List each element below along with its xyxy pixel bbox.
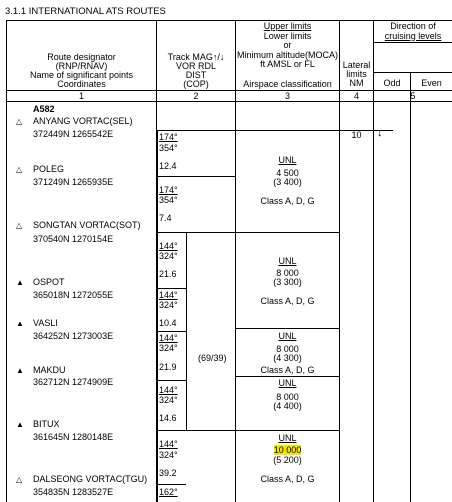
point-symbol-icon: △ [16,117,23,126]
point-name: SONGTAN VORTAC(SOT) [33,220,141,230]
cell-border [157,232,339,233]
lower-limit: 8 000 [276,344,299,354]
point-name: MAKDU [33,365,66,375]
cell-border [236,376,339,377]
point-name: OSPOT [33,277,65,287]
dist: 12.4 [159,161,177,171]
point-coordinates: 371249N 1265935E [33,177,114,187]
upper-limit: UNL [278,256,297,266]
moca: (4 400) [273,401,302,411]
point-name: ANYANG VORTAC(SEL) [33,116,133,126]
point-name: VASLI [33,318,58,328]
track-up: 162° [159,487,178,497]
cop-value: (69/39) [198,353,227,363]
header-col3-line: Upper limits [263,21,312,31]
moca: (3 300) [273,277,302,287]
point-symbol-icon: ▲ [16,319,24,328]
header-col4-line: limits [346,69,367,79]
route-designator: A582 [33,104,55,114]
airspace-class: Class A, D, G [260,196,315,206]
lower-limit: 10 000 [273,445,302,455]
header-col1-line: Name of significant points [29,70,134,80]
point-coordinates: 354835N 1283527E [33,487,114,497]
header-col3-line: Lower limits [263,30,312,41]
col-number: 2 [193,91,199,101]
dist: 14.6 [159,413,177,423]
track-down: 324° [159,395,178,405]
track-up: 144° [159,439,178,449]
header-col5-even: Even [421,78,442,88]
point-coordinates: 372449N 1265542E [33,129,114,139]
upper-limit: UNL [278,155,297,165]
col-number: 3 [284,91,290,101]
header-col5-odd: Odd [383,78,401,88]
lower-limit-highlighted [236,445,339,455]
cell-border [157,430,339,431]
point-symbol-icon: ▲ [16,278,24,287]
point-name: BITUX [33,419,60,429]
dist: 10.4 [159,318,177,328]
track-up: 174° [159,132,178,142]
header-col2-line: Track MAG↑/↓ [167,52,225,62]
cell-border [157,130,158,502]
cell-border [157,380,186,381]
point-coordinates: 362712N 1274909E [33,377,114,387]
col-number: 5 [410,91,416,101]
track-down: 324° [159,251,178,261]
cell-border [157,176,235,177]
header-col3-line: ft AMSL or FL [260,59,315,69]
header-col2-line: VOR RDL [175,61,216,71]
header-col4-line: Lateral [342,60,371,70]
col5-sub-border-2 [373,72,452,73]
moca: (3 400) [273,177,302,187]
upper-limit: UNL [278,378,297,388]
col5-sub-border [373,42,452,43]
track-up: 144° [159,333,178,343]
header-col2 [157,53,235,89]
track-down: 324° [159,300,178,310]
airspace-class: Class A, D, G [260,365,315,375]
header-col3-line: Minimum altitude(MOCA) [236,49,339,60]
header-col5-line: Direction of [390,21,436,31]
airspace-class: Class A, D, G [260,474,315,484]
header-col2-line: (COP) [183,79,209,89]
cell-border [236,328,339,329]
point-coordinates: 361645N 1280148E [33,432,114,442]
dist: 7.4 [159,213,172,223]
header-col3 [236,22,339,70]
point-name: POLEG [33,164,65,174]
header-col3-line: or [283,40,292,50]
table-top-border [6,20,452,21]
dist: 21.6 [159,269,177,279]
header-col1-line: Coordinates [57,79,106,89]
upper-limit: UNL [278,331,297,341]
point-name: DALSEONG VORTAC(TGU) [33,474,148,484]
moca: (5 200) [273,455,302,465]
lower-limit: 4 500 [276,168,299,178]
point-symbol-icon: ▲ [16,420,24,429]
header-col1 [7,53,156,89]
col-number: 1 [78,91,84,101]
header-col4 [340,61,373,88]
track-up: 174° [159,185,178,195]
point-coordinates: 370540N 1270154E [33,234,114,244]
track-down: 354° [159,143,178,153]
cell-border [157,331,186,332]
header-col1-line: (RNP/RNAV) [55,61,108,71]
down-arrow-icon: ↓ [377,127,383,139]
upper-limit: UNL [278,433,297,443]
track-down: 354° [159,195,178,205]
cell-border [157,484,186,485]
point-symbol-icon: ▲ [16,366,24,375]
point-symbol-icon: △ [16,475,23,484]
header-col3-airspace: Airspace classification [243,79,332,89]
track-down: 324° [159,450,178,460]
point-coordinates: 364252N 1273003E [33,331,114,341]
track-up: 144° [159,290,178,300]
header-col4-line: NM [349,78,364,88]
section-title: 3.1.1 INTERNATIONAL ATS ROUTES [5,6,166,17]
dist: 39.2 [159,468,177,478]
cell-border [186,232,187,430]
point-symbol-icon: △ [16,165,23,174]
lower-limit: 8 000 [276,268,299,278]
moca: (4 300) [273,353,302,363]
point-coordinates: 365018N 1272055E [33,290,114,300]
lateral-limit: 10 [351,130,362,140]
col-number: 4 [353,91,359,101]
header-col5 [374,22,452,41]
header-col2-line: DIST [185,70,207,80]
col5-odd-even-divider [410,72,411,502]
header-col1-line: Route designator [47,52,116,62]
track-up: 144° [159,385,178,395]
header-col5-line: cruising levels [384,30,442,41]
airspace-class: Class A, D, G [260,296,315,306]
number-row-border [6,101,452,102]
dist: 21.9 [159,362,177,372]
cell-border [157,288,186,289]
lower-limit: 8 000 [276,392,299,402]
point-symbol-icon: △ [16,221,23,230]
track-up: 144° [159,241,178,251]
track-down: 324° [159,343,178,353]
